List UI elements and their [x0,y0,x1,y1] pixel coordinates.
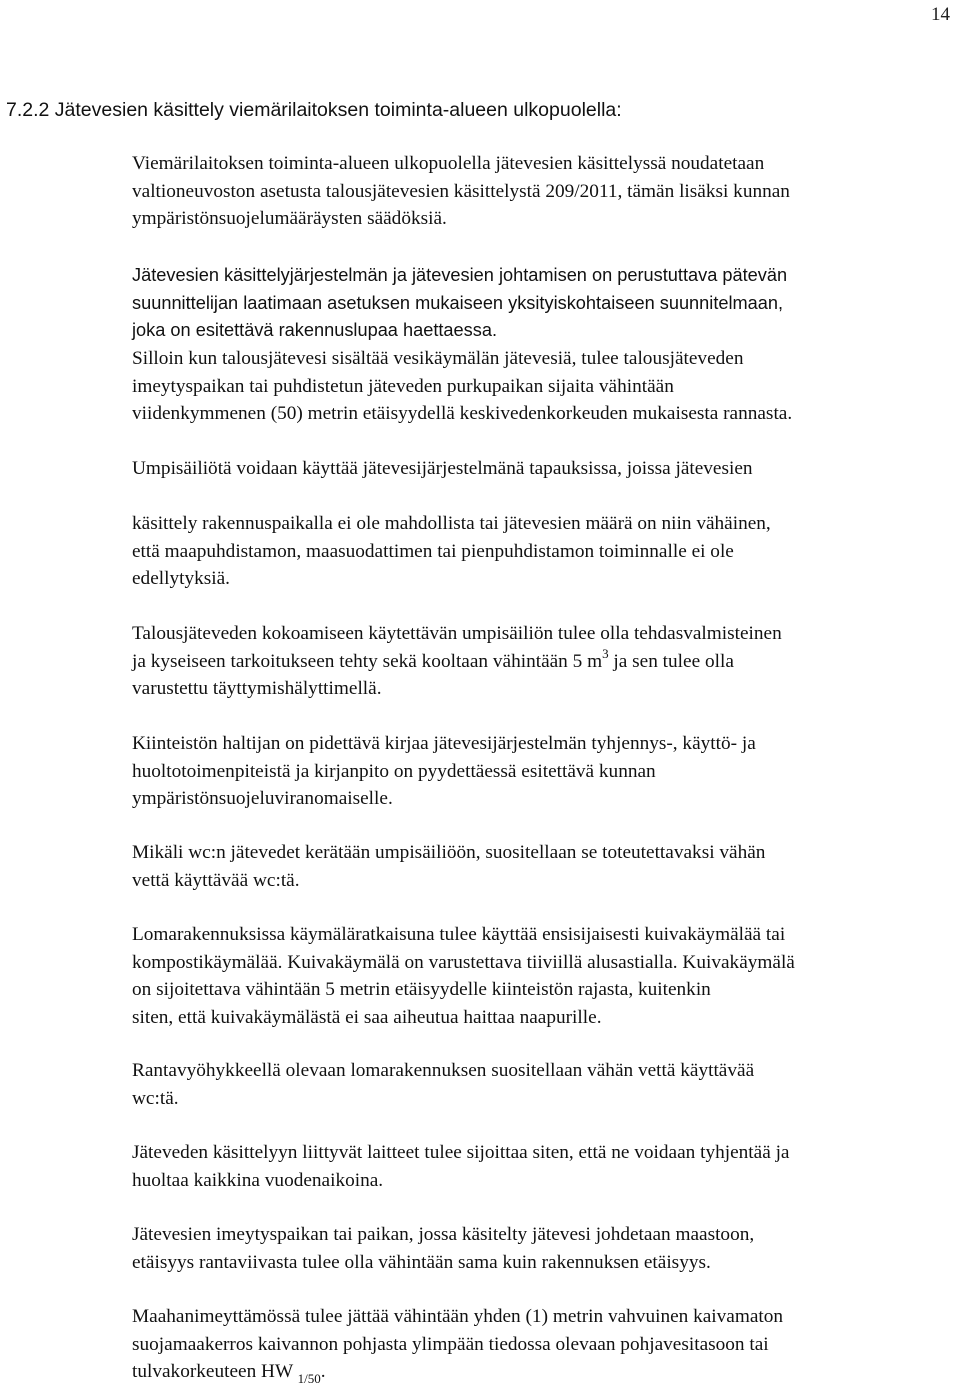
text-line: ympäristönsuojelumääräysten säädöksiä. [132,208,447,229]
text-line: suojamaakerros kaivannon pohjasta ylimpään tiedossa olevaan pohjavesitasoon tai [132,1333,769,1355]
paragraph-asetus [132,150,790,233]
superscript: 3 [602,645,609,661]
text-line: Maahanimeyttämössä tulee jättää vähintään yhden (1) metrin vahvuinen kaivamaton [132,1306,784,1327]
text-line: edellytyksiä. [132,568,230,589]
paragraph-imeytyspaikka [132,1221,754,1276]
paragraph-kasittely [132,510,771,593]
text-line: Jäteveden käsittelyyn liittyvät laitteet tulee sijoittaa siten, että ne voidaan tyhjentää ja [132,1142,790,1163]
text-segment: tulvakorkeuteen HW [132,1361,298,1382]
text-line: vettä käyttävää wc:tä. [132,869,300,891]
paragraph-laitteet [132,1139,789,1194]
text-line: suunnittelijan laatimaan asetuksen mukaiseen yksityiskohtaiseen suunnitelmaan, [132,292,784,313]
text-line: varustettu täyttymishälyttimellä. [132,678,382,699]
text-line: siten, että kuivakäymälästä ei saa aiheutua haittaa naapurille. [132,1006,602,1028]
text-line: huoltaa kaikkina vuodenaikoina. [132,1169,384,1191]
text-line: wc:tä. [132,1087,179,1109]
text-line: joka on esitettävä rakennuslupaa haettaessa. [132,320,498,340]
text-line [132,1358,783,1386]
paragraph-kirjanpito [132,730,756,813]
text-line: imeytyspaikan tai puhdistetun jäteveden purkupaikan sijaita vähintään [132,375,674,397]
text-line: Umpisäiliötä voidaan käyttää jätevesijärjestelmänä tapauksissa, joissa jätevesien [132,458,753,479]
subscript: 1/50 [297,1371,321,1386]
paragraph-vesikaymala [132,345,792,428]
text-line: ympäristönsuojeluviranomaiselle. [132,788,393,809]
paragraph-umpisailio [132,455,753,483]
text-line: Kiinteistön haltijan on pidettävä kirjaa jätevesijärjestelmän tyhjennys-, käyttö- ja [132,733,756,754]
paragraph-wc [132,839,765,894]
text-line: Talousjäteveden kokoamiseen käytettävän umpisäiliön tulee olla tehdasvalmisteinen [132,623,782,644]
paragraph-suunnitelma [132,262,787,345]
text-line: käsittely rakennuspaikalla ei ole mahdollista tai jätevesien määrä on niin vähäinen, [132,513,771,534]
paragraph-rantavyohyke [132,1057,754,1112]
text-line: Mikäli wc:n jätevedet kerätään umpisäiliöön, suositellaan se toteutettavaksi vähän [132,842,766,863]
text-segment: ja kyseiseen tarkoitukseen tehty sekä kooltaan vähintään 5 m [132,650,603,672]
text-line: että maapuhdistamon, maasuodattimen tai pienpuhdistamon toiminnalle ei ole [132,540,734,562]
paragraph-lomarakennukset [132,921,795,1031]
section-heading: 7.2.2 Jätevesien käsittely viemärilaitoksen toiminta-alueen ulkopuolella: [6,99,622,121]
text-line: Jätevesien imeytyspaikan tai paikan, jossa käsitelty jätevesi johdetaan maastoon, [132,1224,755,1245]
text-segment: . [320,1361,326,1382]
page-number: 14 [931,4,950,25]
text-line: etäisyys rantaviivasta tulee olla vähintään sama kuin rakennuksen etäisyys. [132,1251,711,1273]
text-line [132,645,782,676]
text-line: on sijoitettava vähintään 5 metrin etäisyydelle kiinteistön rajasta, kuitenkin [132,979,711,1000]
text-line: valtioneuvoston asetusta talousjätevesien käsittelystä 209/2011, tämän lisäksi kunnan [132,180,790,202]
text-line: kompostikäymälää. Kuivakäymälä on varustettava tiiviillä alusastialla. Kuivakäymälä [132,951,795,973]
paragraph-kokoaminen [132,620,782,703]
text-line: Viemärilaitoksen toiminta-alueen ulkopuolella jätevesien käsittelyssä noudatetaan [132,153,765,174]
text-line: viidenkymmenen (50) metrin etäisyydellä keskivedenkorkeuden mukaisesta rannasta. [132,403,793,424]
text-line: huoltotoimenpiteistä ja kirjanpito on pyydettäessä esitettävä kunnan [132,760,656,782]
text-segment: ja sen tulee olla [608,650,734,672]
text-line: Silloin kun talousjätevesi sisältää vesikäymälän jätevesiä, tulee talousjäteveden [132,348,744,369]
paragraph-maahanimeyttamo [132,1303,783,1386]
text-line: Lomarakennuksissa käymäläratkaisuna tulee käyttää ensisijaisesti kuivakäymälää tai [132,924,786,945]
text-line: Rantavyöhykkeellä olevaan lomarakennuksen suositellaan vähän vettä käyttävää [132,1060,755,1081]
text-line: Jätevesien käsittelyjärjestelmän ja jätevesien johtamisen on perustuttava pätevän [132,265,788,285]
